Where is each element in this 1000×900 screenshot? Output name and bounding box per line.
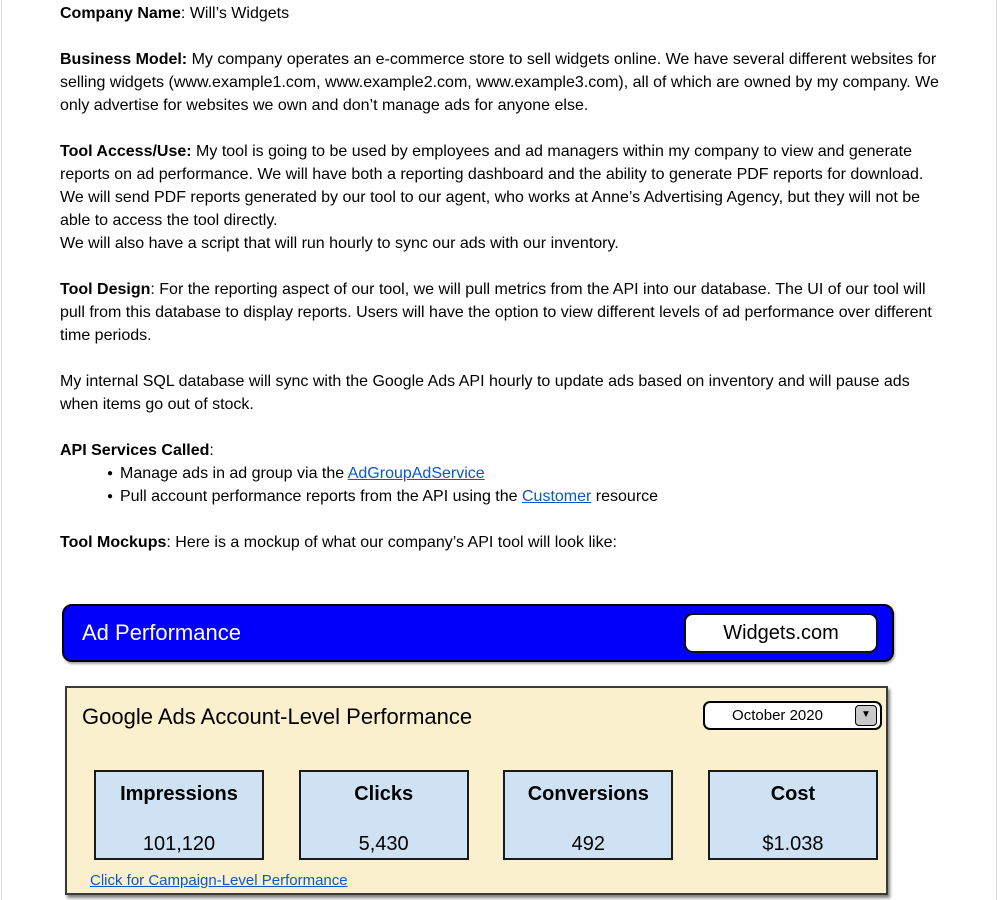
- api-services-list: [60, 462, 946, 508]
- widgets-site-button[interactable]: Widgets.com: [684, 613, 878, 653]
- sql-sync-paragraph: My internal SQL database will sync with the Google Ads API hourly to update ads based on inventory and will pause ads when items go out of stock.: [60, 373, 910, 413]
- api-services-label: API Services Called: [60, 442, 210, 459]
- bullet-icon: ●: [107, 491, 114, 502]
- bullet-text: [120, 462, 485, 485]
- bullet-icon: ●: [107, 468, 114, 479]
- list-item: [60, 485, 946, 508]
- tool-mockups-label: Tool Mockups: [60, 534, 167, 551]
- tool-access-paragraph: [60, 140, 946, 255]
- period-dropdown[interactable]: [703, 701, 882, 730]
- tool-access-line2: We will also have a script that will run hourly to sync our ads with our inventory.: [60, 235, 619, 252]
- campaign-level-link[interactable]: Click for Campaign-Level Performance: [90, 872, 348, 889]
- period-dropdown-value: October 2020: [732, 707, 823, 724]
- tool-design-label: Tool Design: [60, 281, 151, 298]
- api-services-heading: [60, 439, 946, 462]
- tool-design-text: : For the reporting aspect of our tool, we will pull metrics from the API into our database. The UI of our tool will pull from this database to display reports. Users will have the option to view different levels of ad performance over different time periods.: [60, 281, 932, 344]
- metric-card-cost: [708, 770, 878, 860]
- bullet-pre: Manage ads in ad group via the: [120, 465, 348, 482]
- metric-label: Impressions: [120, 783, 238, 805]
- metric-value: 101,120: [142, 833, 216, 855]
- mockup-title: Ad Performance: [82, 620, 241, 645]
- mockup-header-bar: [62, 604, 894, 662]
- tool-access-label: Tool Access/Use:: [60, 143, 192, 160]
- metric-value: 5,430: [358, 833, 409, 855]
- tool-mockups-text: : Here is a mockup of what our company’s API tool will look like:: [166, 534, 617, 551]
- page-border-left: [1, 0, 2, 900]
- account-performance-panel: [65, 686, 888, 895]
- metric-label: Conversions: [527, 783, 649, 805]
- metric-card-clicks: [299, 770, 469, 860]
- bullet-post: resource: [591, 488, 659, 505]
- metric-row: [94, 770, 878, 860]
- tool-design-paragraph: [60, 278, 946, 347]
- metric-label: Clicks: [354, 783, 414, 805]
- bullet-pre: Pull account performance reports from the API using the: [120, 488, 522, 505]
- business-model-label: Business Model:: [60, 51, 188, 68]
- chevron-down-icon: ▼: [861, 709, 871, 720]
- metric-card-conversions: [503, 770, 673, 860]
- metric-value: $1.038: [762, 833, 824, 855]
- company-name-value: : Will’s Widgets: [180, 5, 290, 22]
- business-model-text: My company operates an e-commerce store to sell widgets online. We have several different websites for selling widgets (www.example1.com, www.example2.com, www.example3.com), all of which are owned by my company. We only advertise for websites we own and don’t manage ads for anyone else.: [60, 51, 939, 114]
- list-item: [60, 462, 946, 485]
- metric-value: 492: [571, 833, 605, 855]
- document-body: [60, 2, 946, 577]
- tool-mockups-paragraph: [60, 531, 946, 554]
- business-model-paragraph: [60, 48, 946, 117]
- company-name-line: [60, 2, 946, 25]
- metric-card-impressions: [94, 770, 264, 860]
- tool-access-text: My tool is going to be used by employees and ad managers within my company to view and generate reports on ad performance. We will have both a reporting dashboard and the ability to generate PDF reports for download. We will send PDF reports generated by our tool to our agent, who works at Anne’s Advertising Agency, but they will not be able to access the tool directly.: [60, 143, 924, 229]
- panel-title: Google Ads Account-Level Performance: [82, 704, 473, 729]
- company-name-label: Company Name: [60, 5, 181, 22]
- bullet-text: [120, 485, 658, 508]
- adgroupadservice-link[interactable]: AdGroupAdService: [347, 465, 485, 482]
- api-services-sep: :: [209, 442, 214, 459]
- dropdown-arrow-button[interactable]: [855, 705, 877, 726]
- metric-label: Cost: [770, 783, 816, 805]
- customer-link[interactable]: Customer: [521, 488, 592, 505]
- page-border-right: [996, 0, 997, 900]
